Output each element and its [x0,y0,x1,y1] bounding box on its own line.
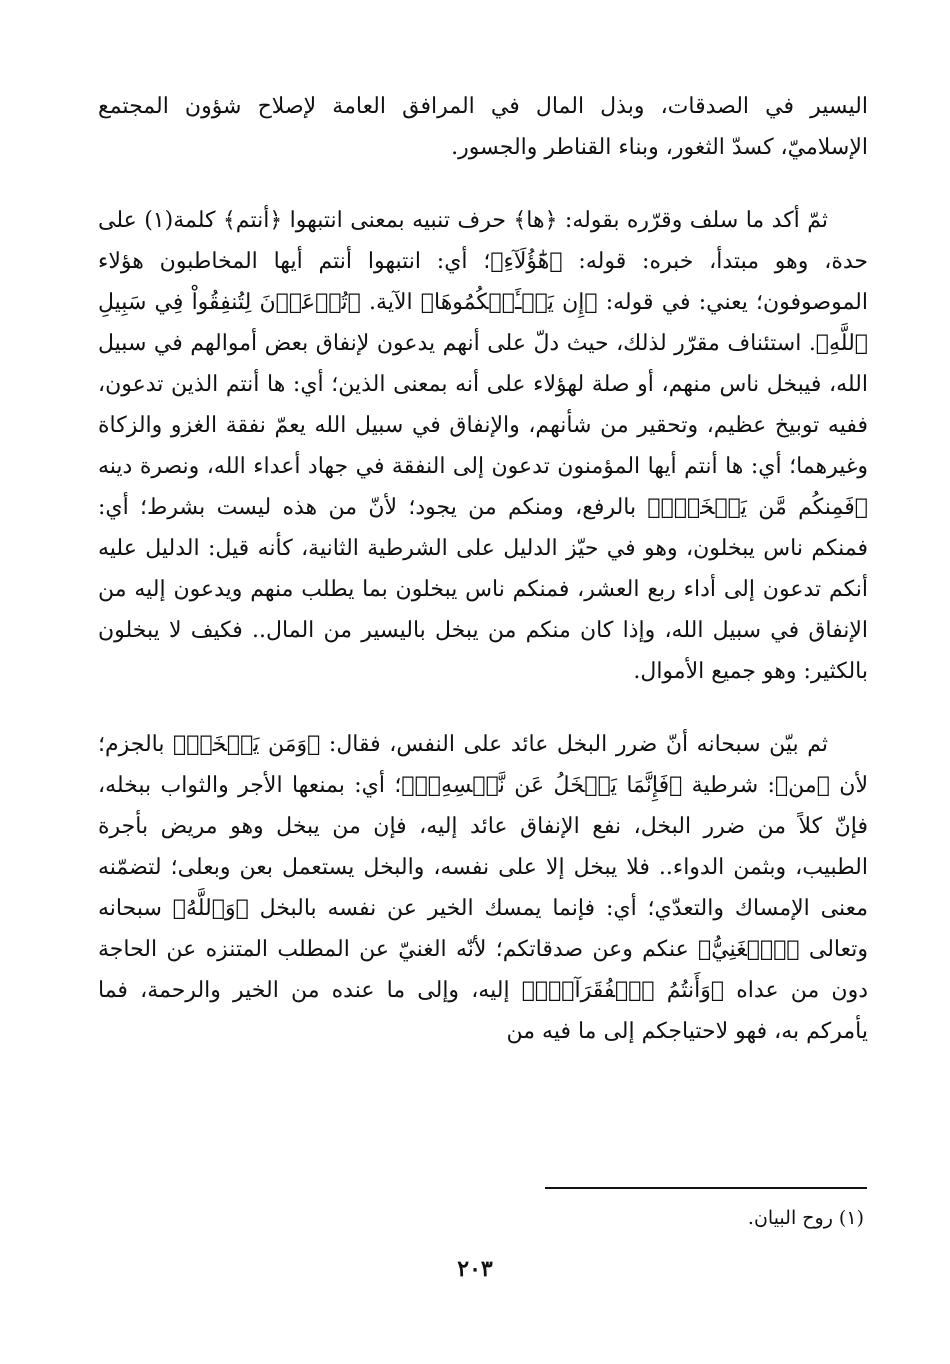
paragraph-bukhl: ثم بيّن سبحانه أنّ ضرر البخل عائد على النفس، فقال: ﴿وَمَن يَبۡخَلۡ﴾ بالجزم؛ لأن ﴿من﴾: شرطية ﴿فَإِنَّمَا يَبۡخَلُ عَن نَّفۡسِهِۦۚ﴾؛ أي: بمنعها الأجر والثواب ببخله، فإنّ كلاً من ضرر البخل، نفع الإنفاق عائد إليه، فإن من يبخل وهو مريض بأجرة الطبيب، وبثمن الدواء.. فلا يبخل إلا على نفسه، والبخل يستعمل بعن وبعلى؛ لتضمّنه معنى الإمساك والتعدّي؛ أي: فإنما يمسك الخير عن نفسه بالبخل ﴿وَٱللَّهُ﴾ سبحانه وتعالى ﴿ٱلۡغَنِيُّ﴾ عنكم وعن صدقاتكم؛ لأنّه الغنيّ عن المطلب المتنزه عن الحاجة دون من عداه ﴿وَأَنتُمُ ٱلۡفُقَرَآءُۚ﴾ إليه، وإلى ما عنده من الخير والرحمة، فما يأمركم به، فهو لاحتياجكم إلى ما فيه من [98,732,868,1044]
paragraph-ha-antum: ثمّ أكد ما سلف وقرّره بقوله: ﴿ها﴾ حرف تنبيه بمعنى انتبهوا ﴿أنتم﴾ كلمة(١) على حدة، وهو مبتدأ، خبره: قوله: ﴿هَٰٓؤُلَآءِ﴾؛ أي: انتبهوا أنتم أيها المخاطبون هؤلاء الموصوفون؛ يعني: في قوله: ﴿إِن يَسۡـَٔلۡكُمُوهَا﴾ الآية. ﴿تُدۡعَوۡنَ لِتُنفِقُواْ فِي سَبِيلِ ٱللَّهِ﴾. استئناف مقرّر لذلك، حيث دلّ على أنهم يدعون لإنفاق بعض أموالهم في سبيل الله، فيبخل ناس منهم، أو صلة لهؤلاء على أنه بمعنى الذين؛ أي: ها أنتم الذين تدعون، ففيه توبيخ عظيم، وتحقير من شأنهم، والإنفاق في سبيل الله يعمّ نفقة الغزو والزكاة وغيرهما؛ أي: ها أنتم أيها المؤمنون تدعون إلى النفقة في جهاد أعداء الله، ونصرة دينه ﴿فَمِنكُم مَّن يَبۡخَلُۖ﴾ بالرفع، ومنكم من يجود؛ لأنّ من هذه ليست بشرط؛ أي: فمنكم ناس يبخلون، وهو في حيّز الدليل على الشرطية الثانية، كأنه قيل: الدليل عليه أنكم تدعون إلى أداء ربع العشر، فمنكم ناس يبخلون بما يطلب منهم ويدعون إليه من الإنفاق في سبيل الله، وإذا كان منكم من يبخل باليسير من المال.. فكيف لا يبخلون بالكثير: وهو جميع الأموال. [98,208,868,684]
body-text [98,86,868,1052]
footnote-divider [545,1187,867,1189]
footnote: (١) روح البيان. [747,1207,864,1229]
paragraph-continued: اليسير في الصدقات، وبذل المال في المرافق العامة لإصلاح شؤون المجتمع الإسلاميّ، كسدّ الثغور، وبناء القناطر والجسور. [98,94,868,160]
page-number: ٢٠٣ [457,1256,493,1282]
